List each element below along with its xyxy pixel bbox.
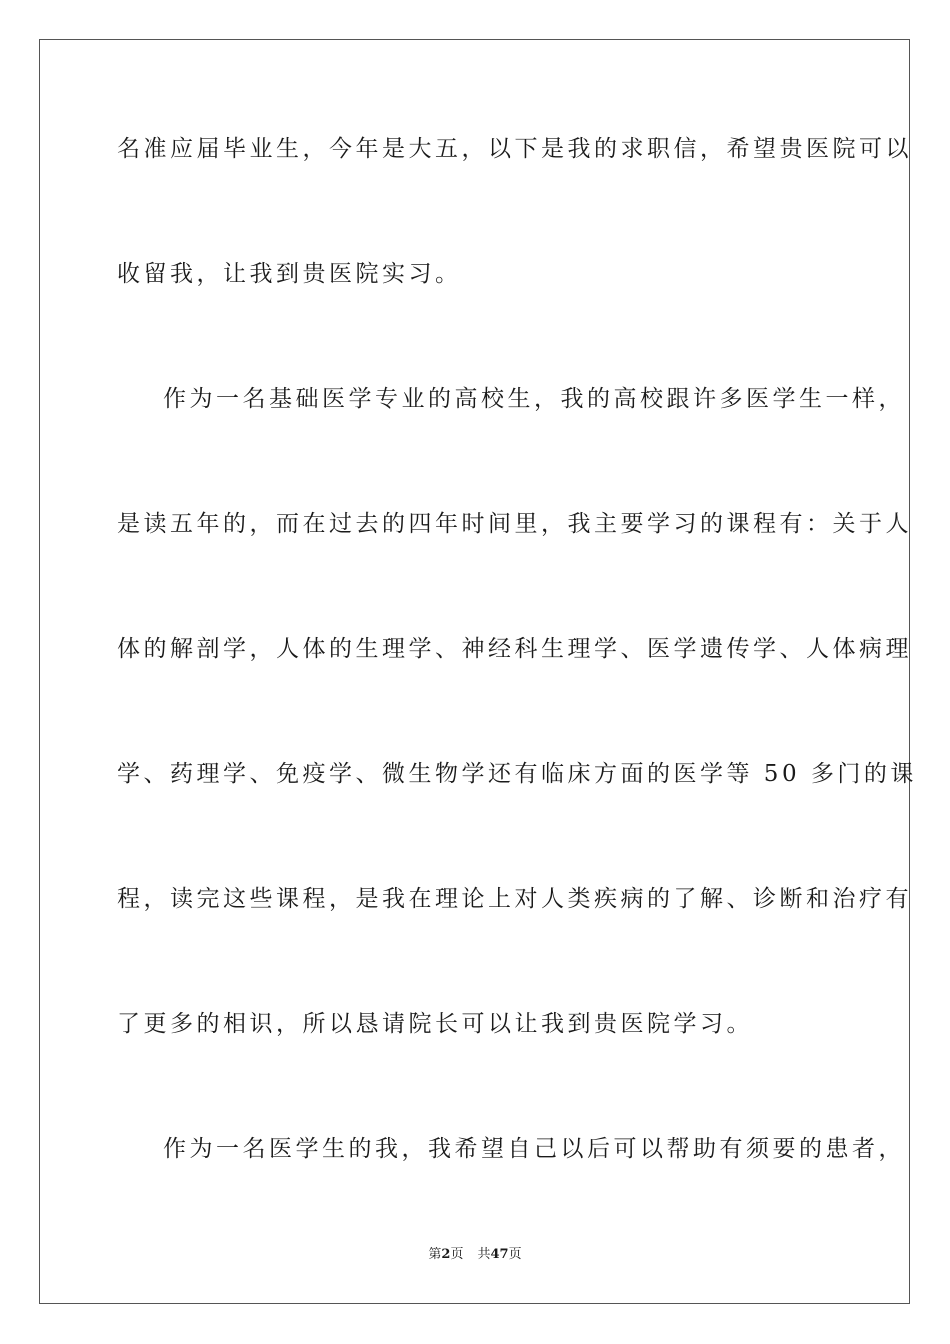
body-text-line: 体的解剖学，人体的生理学、神经科生理学、医学遗传学、人体病理	[117, 636, 912, 662]
total-pages-suffix: 页	[508, 1247, 522, 1262]
page-border	[39, 39, 910, 1304]
total-pages-prefix: 共	[477, 1247, 491, 1262]
body-text-line: 程，读完这些课程，是我在理论上对人类疾病的了解、诊断和治疗有	[117, 886, 912, 912]
page-footer	[0, 1246, 950, 1264]
paragraph-start-line: 作为一名基础医学专业的高校生，我的高校跟许多医学生一样，	[163, 386, 905, 412]
page-number: 2	[441, 1247, 451, 1262]
body-text-line: 名准应届毕业生，今年是大五，以下是我的求职信，希望贵医院可以	[117, 136, 912, 162]
body-text-line: 收留我，让我到贵医院实习。	[117, 261, 462, 287]
body-text-line: 学、药理学、免疫学、微生物学还有临床方面的医学等 50 多门的课	[117, 761, 917, 787]
body-text-line: 了更多的相识，所以恳请院长可以让我到贵医院学习。	[117, 1011, 753, 1037]
paragraph-start-line: 作为一名医学生的我，我希望自己以后可以帮助有须要的患者，	[163, 1136, 905, 1162]
total-pages: 47	[490, 1247, 509, 1262]
body-text-line: 是读五年的，而在过去的四年时间里，我主要学习的课程有：关于人	[117, 511, 912, 537]
page-number-prefix: 第	[428, 1247, 442, 1262]
page-number-suffix: 页	[450, 1247, 464, 1262]
